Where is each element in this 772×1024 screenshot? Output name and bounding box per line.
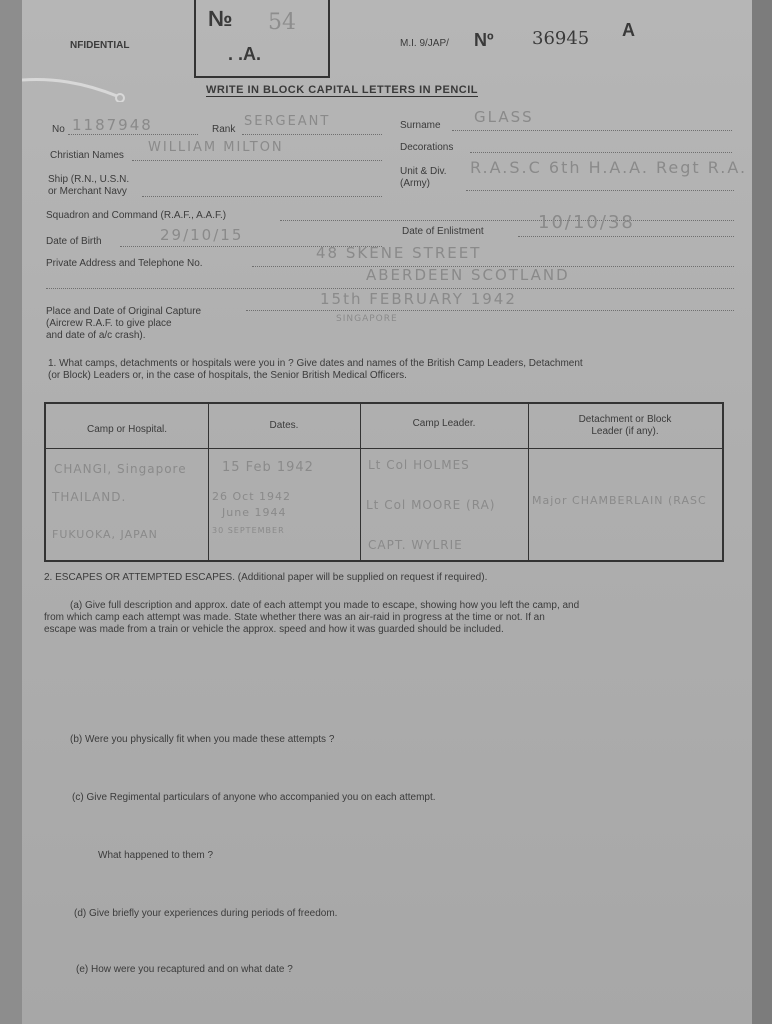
header-camp-leader: Camp Leader. (412, 418, 476, 429)
q2d-text: (d) Give briefly your experiences during periods of freedom. (74, 908, 338, 919)
date-cell: 26 Oct 1942 (212, 490, 292, 503)
service-number-value: 1187948 (72, 116, 153, 134)
q2a-text-2: from which camp each attempt was made. State whether there was an air-raid in progress at the time or not. If an (44, 612, 545, 623)
capture-label: Place and Date of Original Capture (46, 306, 202, 317)
q2c-followup: What happened to them ? (98, 850, 214, 861)
address-label: Private Address and Telephone No. (46, 258, 203, 269)
address-line-2: ABERDEEN SCOTLAND (366, 266, 570, 284)
number-value: 36945 (532, 28, 590, 49)
q2a-text-3: escape was made from a train or vehicle the approx. speed and how it was guarded should be included. (44, 624, 504, 635)
binding-string (22, 72, 142, 102)
date-cell: 30 SEPTEMBER (212, 526, 285, 535)
squadron-label: Squadron and Command (R.A.F., A.A.F.) (46, 210, 227, 221)
dob-value: 29/10/15 (160, 226, 244, 244)
capture-label-3: and date of a/c crash). (46, 330, 146, 341)
enlistment-label: Date of Enlistment (402, 226, 484, 237)
leader-cell: Lt Col HOLMES (368, 458, 470, 472)
instruction-heading: WRITE IN BLOCK CAPITAL LETTERS IN PENCIL (206, 84, 478, 96)
dob-label: Date of Birth (46, 236, 102, 247)
q2a-text: (a) Give full description and approx. date of each attempt you made to escape, showing how you left the camp, and (70, 600, 580, 611)
header-detachment: Detachment or Block (578, 414, 672, 425)
header-detachment-2: Leader (if any). (591, 426, 659, 437)
suffix-letter: A (622, 20, 635, 40)
no-label: No (52, 124, 65, 135)
ship-label-2: or Merchant Navy (48, 186, 127, 197)
decorations-label: Decorations (400, 142, 454, 153)
q1-text-2: (or Block) Leaders or, in the case of hospitals, the Senior British Medical Officers. (48, 370, 407, 381)
confidential-label: NFIDENTIAL (70, 40, 130, 51)
q2c-text: (c) Give Regimental particulars of anyone who accompanied you on each attempt. (72, 792, 436, 803)
leader-cell: Lt Col MOORE (RA) (366, 498, 496, 512)
rank-label: Rank (212, 124, 236, 135)
number-label: Nº (474, 30, 494, 50)
rank-value: SERGEANT (244, 114, 331, 129)
address-line-1: 48 SKENE STREET (316, 244, 482, 262)
surname-label: Surname (400, 120, 441, 131)
header-camp: Camp or Hospital. (86, 424, 168, 435)
header-dates: Dates. (269, 420, 299, 431)
capture-place: SINGAPORE (336, 314, 398, 324)
camp-cell: THAILAND. (52, 490, 127, 504)
detachment-cell: Major CHAMBERLAIN (RASC (532, 494, 707, 507)
unit-label: Unit & Div. (400, 166, 447, 177)
stamp-handwritten-number: 54 (268, 10, 296, 35)
q2e-text: (e) How were you recaptured and on what date ? (76, 964, 293, 975)
christian-names-label: Christian Names (50, 150, 124, 161)
stamp-number-sign: № (208, 6, 233, 31)
ship-label: Ship (R.N., U.S.N. (48, 174, 130, 185)
q2b-text: (b) Were you physically fit when you made these attempts ? (70, 734, 335, 745)
unit-value: R.A.S.C 6th H.A.A. Regt R.A. (470, 158, 748, 177)
christian-names-value: WILLIAM MILTON (148, 140, 284, 155)
surname-value: GLASS (474, 108, 534, 126)
q2-title: 2. ESCAPES OR ATTEMPTED ESCAPES. (Additional paper will be supplied on request if required). (44, 572, 488, 583)
capture-label-2: (Aircrew R.A.F. to give place (46, 318, 172, 329)
camp-cell: FUKUOKA, JAPAN (52, 528, 158, 541)
ref-label: M.I. 9/JAP/ (400, 38, 449, 49)
document-page (22, 0, 752, 1024)
leader-cell: CAPT. WYLRIE (368, 538, 463, 552)
stamp-series: . .A. (228, 44, 262, 64)
date-cell: 15 Feb 1942 (222, 460, 314, 475)
camps-table (44, 402, 724, 562)
unit-label-2: (Army) (400, 178, 430, 189)
enlistment-value: 10/10/38 (538, 212, 635, 233)
camp-cell: CHANGI, Singapore (54, 462, 187, 476)
date-cell: June 1944 (222, 506, 287, 519)
q1-text: 1. What camps, detachments or hospitals were you in ? Give dates and names of the British Camp Leaders, Detachment (48, 358, 583, 369)
capture-value: 15th FEBRUARY 1942 (320, 290, 517, 308)
block-stamp (194, 0, 330, 78)
